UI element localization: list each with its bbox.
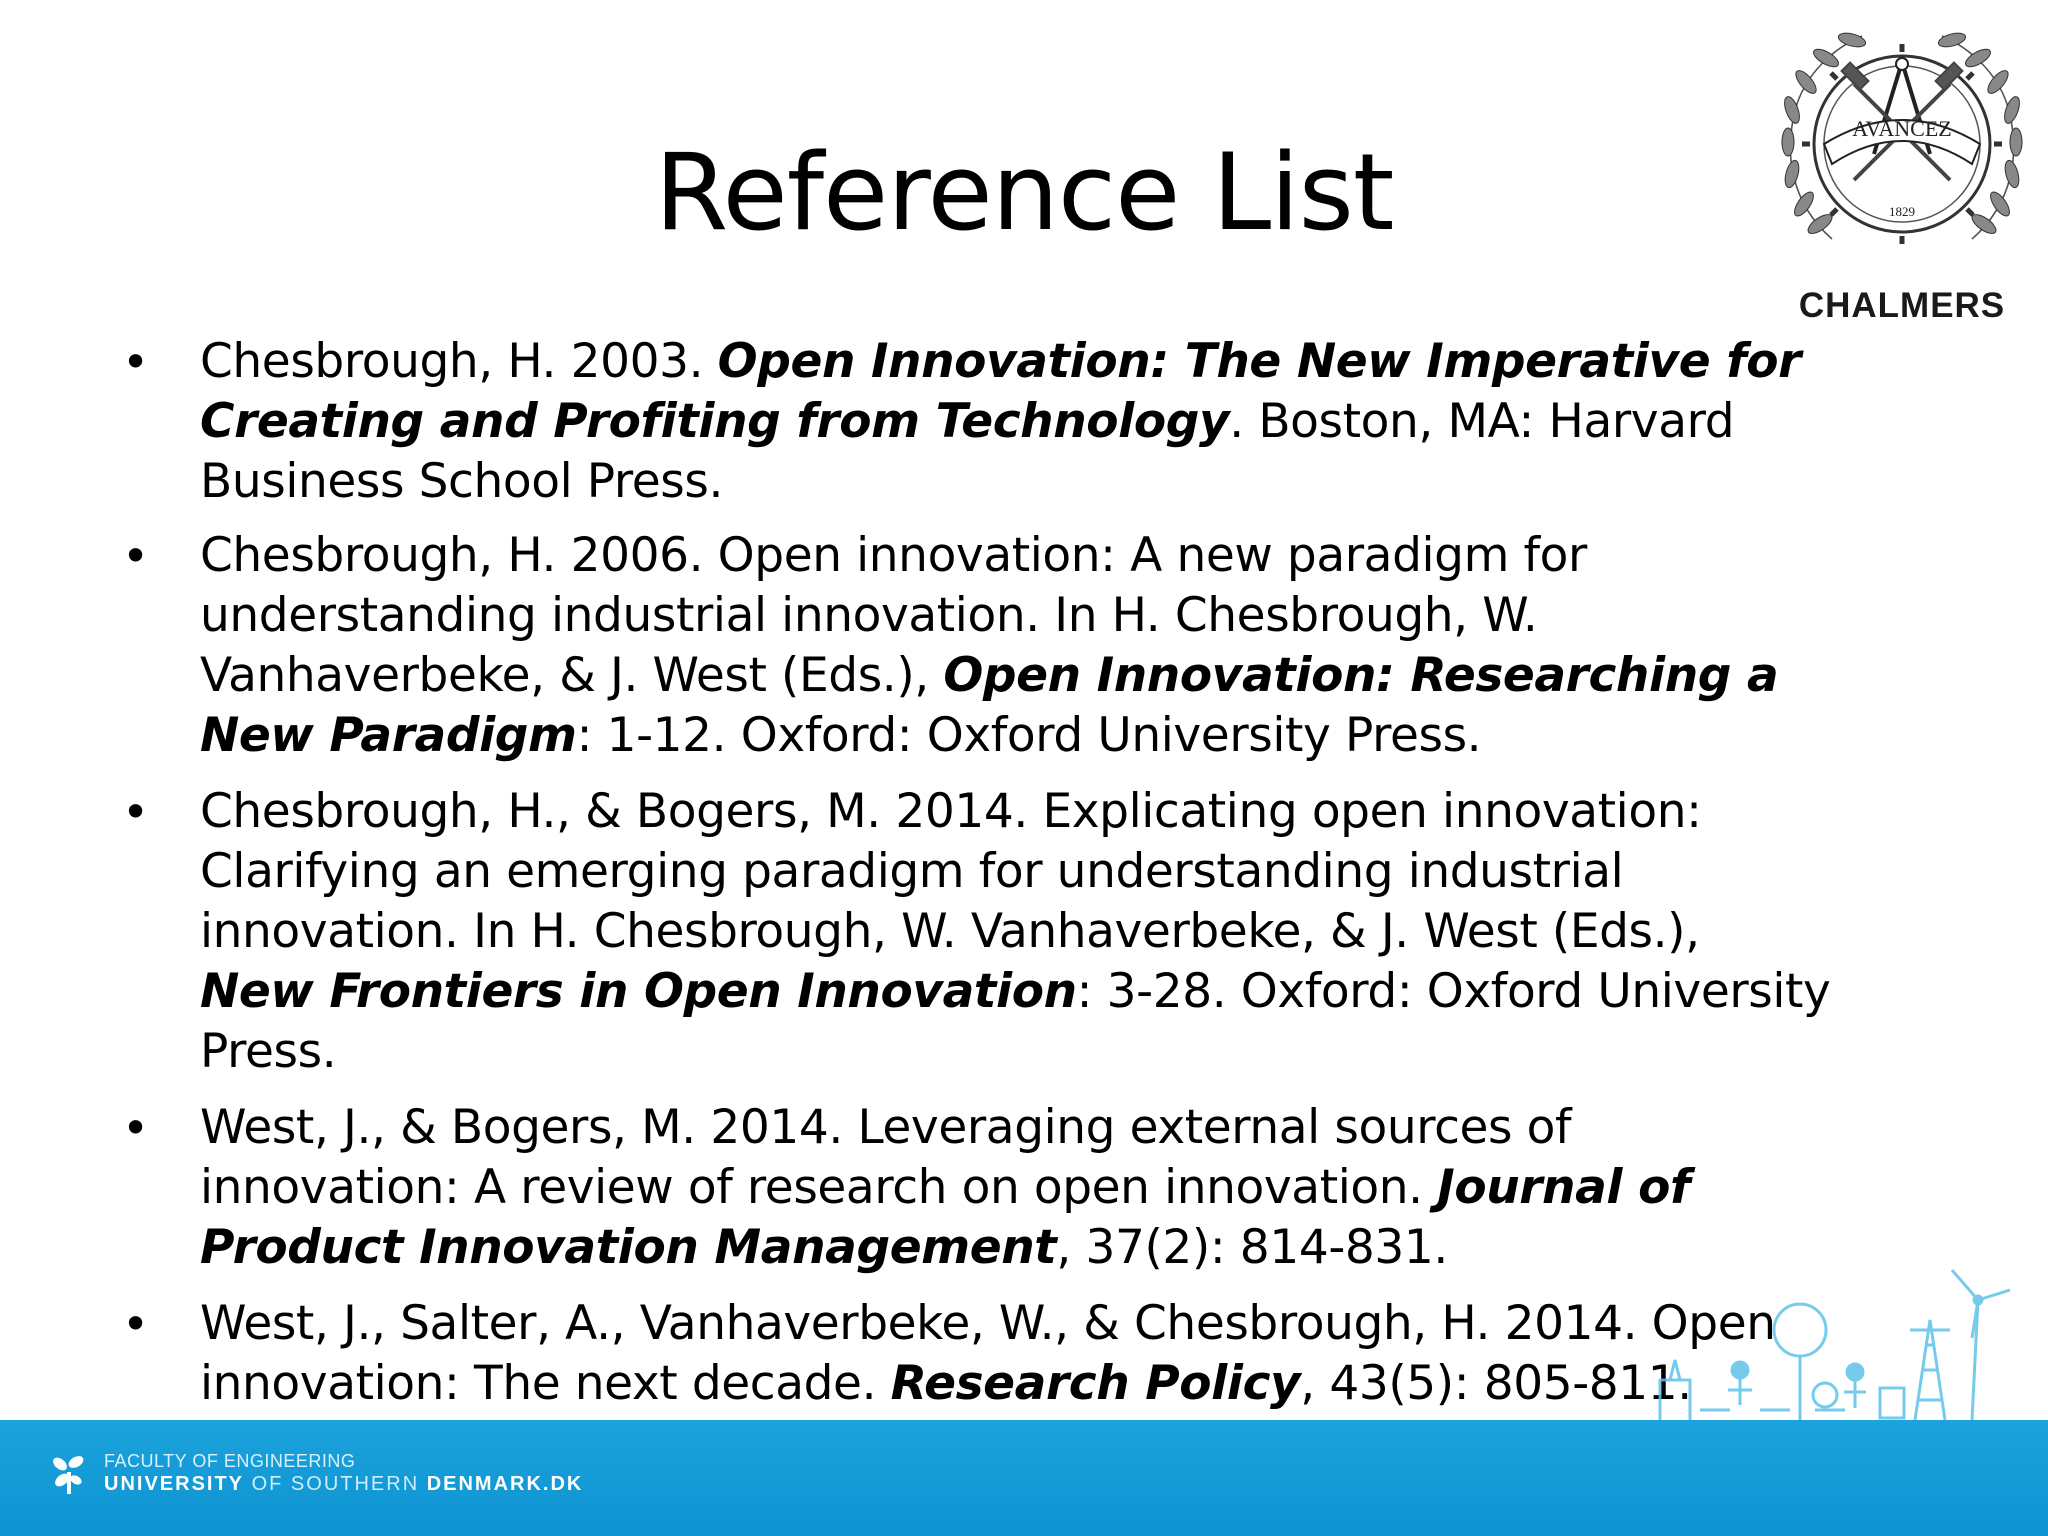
reference-text: West, J., Salter, A., Vanhaverbeke, W., & Chesbrough, H. 2014. Open [200,1296,1776,1351]
reference-item [200,1098,1960,1278]
svg-text:1829: 1829 [1889,204,1915,219]
reference-line [200,962,1960,1022]
slide-title: Reference List [654,131,1394,254]
reference-line [200,782,1960,842]
reference-text: : 3-28. Oxford: Oxford University [1076,964,1831,1019]
reference-line [200,332,1960,392]
reference-text: innovation: A review of research on open innovation. [200,1160,1438,1215]
reference-text: , 37(2): 814-831. [1056,1220,1448,1275]
reference-text: understanding industrial innovation. In H. Chesbrough, W. [200,588,1538,643]
reference-text: . Boston, MA: Harvard [1229,394,1735,449]
reference-text: Press. [200,1024,337,1079]
footer-of-southern: OF SOUTHERN [244,1473,427,1495]
reference-text: innovation: The next decade. [200,1356,891,1411]
reference-item [200,526,1960,766]
reference-line [200,902,1960,962]
svg-text:AVANCEZ: AVANCEZ [1852,116,1952,141]
reference-text: innovation. In H. Chesbrough, W. Vanhaverbeke, & J. West (Eds.), [200,904,1700,959]
reference-text: Clarifying an emerging paradigm for understanding industrial [200,844,1624,899]
reference-title: Journal of [1437,1160,1691,1215]
reference-line [200,706,1960,766]
reference-text: West, J., & Bogers, M. 2014. Leveraging external sources of [200,1100,1572,1155]
reference-line [200,1158,1960,1218]
footer-university-link[interactable] [104,1472,583,1496]
reference-item [200,782,1960,1082]
reference-line [200,392,1960,452]
chalmers-wordmark: CHALMERS [1798,286,2006,325]
reference-text: Chesbrough, H. 2006. Open innovation: A new paradigm for [200,528,1587,583]
reference-title: Research Policy [890,1356,1301,1411]
reference-line [200,842,1960,902]
reference-text: : 1-12. Oxford: Oxford University Press. [576,708,1482,763]
reference-line [200,1022,1960,1082]
reference-title: Open Innovation: The New Imperative for [717,334,1801,389]
reference-text: Chesbrough, H., & Bogers, M. 2014. Explicating open innovation: [200,784,1702,839]
reference-title: Open Innovation: Researching a [943,648,1779,703]
reference-text: Chesbrough, H. 2003. [200,334,718,389]
reference-text: , 43(5): 805-811. [1300,1356,1692,1411]
reference-title: New Frontiers in Open Innovation [200,964,1077,1019]
reference-item [200,332,1960,512]
footer-domain: DENMARK.DK [426,1473,584,1495]
reference-line [200,526,1960,586]
reference-line [200,586,1960,646]
footer-faculty: FACULTY OF ENGINEERING [104,1451,356,1471]
footer-bar [0,1420,2048,1536]
reference-line [200,1098,1960,1158]
footer-university: UNIVERSITY [104,1473,245,1495]
engineering-skyline-icon [1600,1260,2020,1430]
sdu-logo-icon [46,1450,94,1498]
reference-line [200,452,1960,512]
reference-title: New Paradigm [200,708,577,763]
reference-text: Business School Press. [200,454,724,509]
reference-line [200,646,1960,706]
reference-text: Vanhaverbeke, & J. West (Eds.), [200,648,944,703]
reference-title: Product Innovation Management [200,1220,1057,1275]
reference-title: Creating and Profiting from Technology [200,394,1230,449]
